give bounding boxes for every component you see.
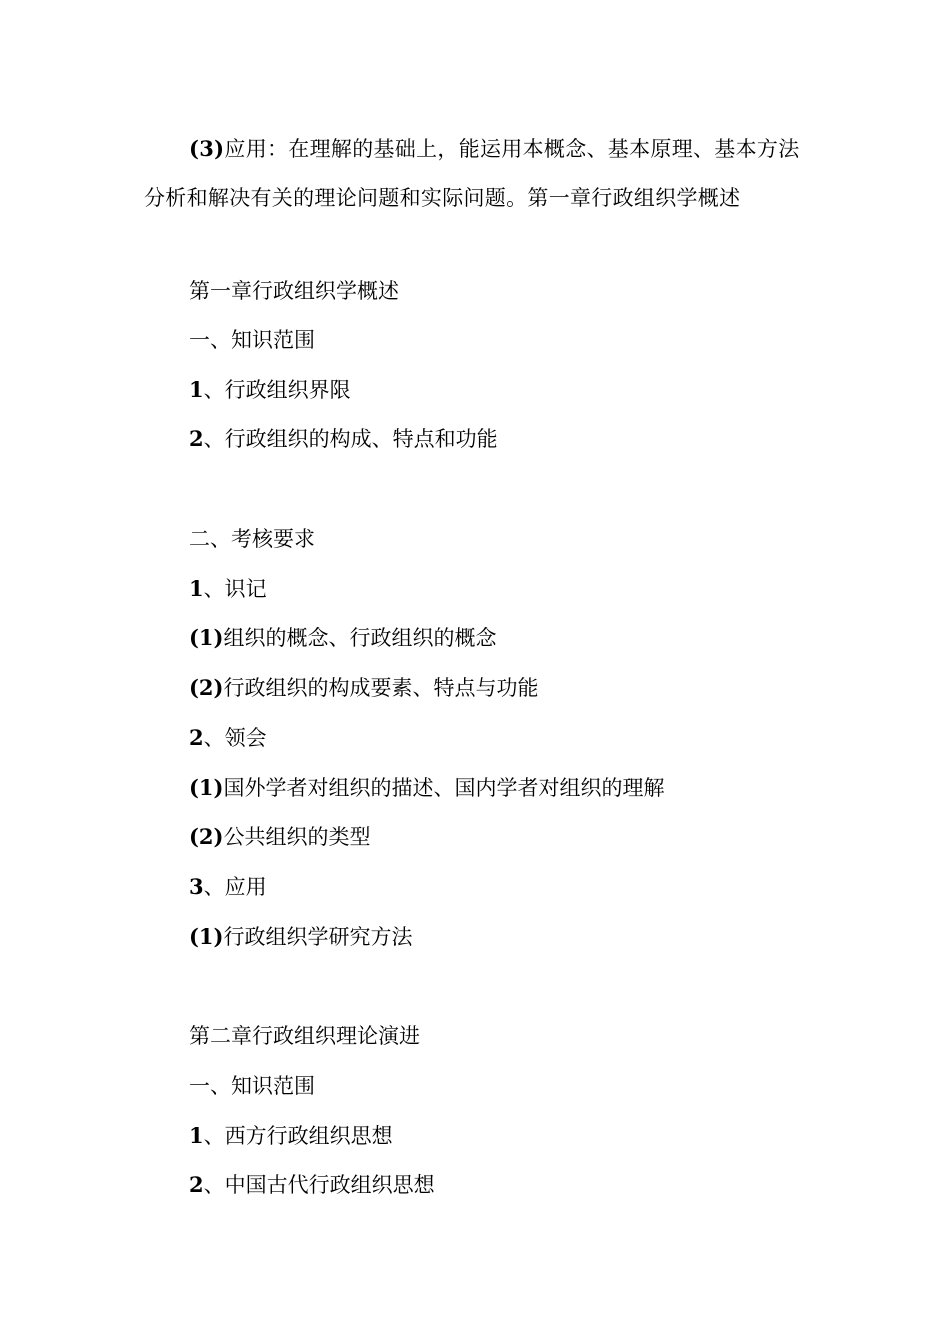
list-item: 1、行政组织界限 [189,377,351,402]
list-item: 2、行政组织的构成、特点和功能 [189,426,498,451]
list-item: (2)行政组织的构成要素、特点与功能 [189,675,539,700]
chapter-1-heading: 第一章行政组织学概述 [189,279,399,303]
intro-text: 应用：在理解的基础上，能运用本概念、基本原理、基本方法分析和解决有关的理论问题和实际问题。第一章行政组织学概述 [144,137,800,210]
list-item: 1、识记 [189,576,267,601]
section-knowledge-scope: 一、知识范围 [189,1074,315,1098]
intro-number: (3) [189,136,225,161]
list-item: 1、西方行政组织思想 [189,1123,393,1148]
list-item: 3、应用 [189,874,267,899]
list-item: 2、领会 [189,725,267,750]
list-item: (1)国外学者对组织的描述、国内学者对组织的理解 [189,775,665,800]
list-item: (1)行政组织学研究方法 [189,924,413,949]
intro-paragraph [144,124,804,223]
list-item: (1)组织的概念、行政组织的概念 [189,625,497,650]
section-assessment-requirements: 二、考核要求 [189,527,315,551]
list-item: 2、中国古代行政组织思想 [189,1172,435,1197]
list-item: (2)公共组织的类型 [189,824,371,849]
section-knowledge-scope: 一、知识范围 [189,328,315,352]
chapter-2-heading: 第二章行政组织理论演进 [189,1024,420,1048]
